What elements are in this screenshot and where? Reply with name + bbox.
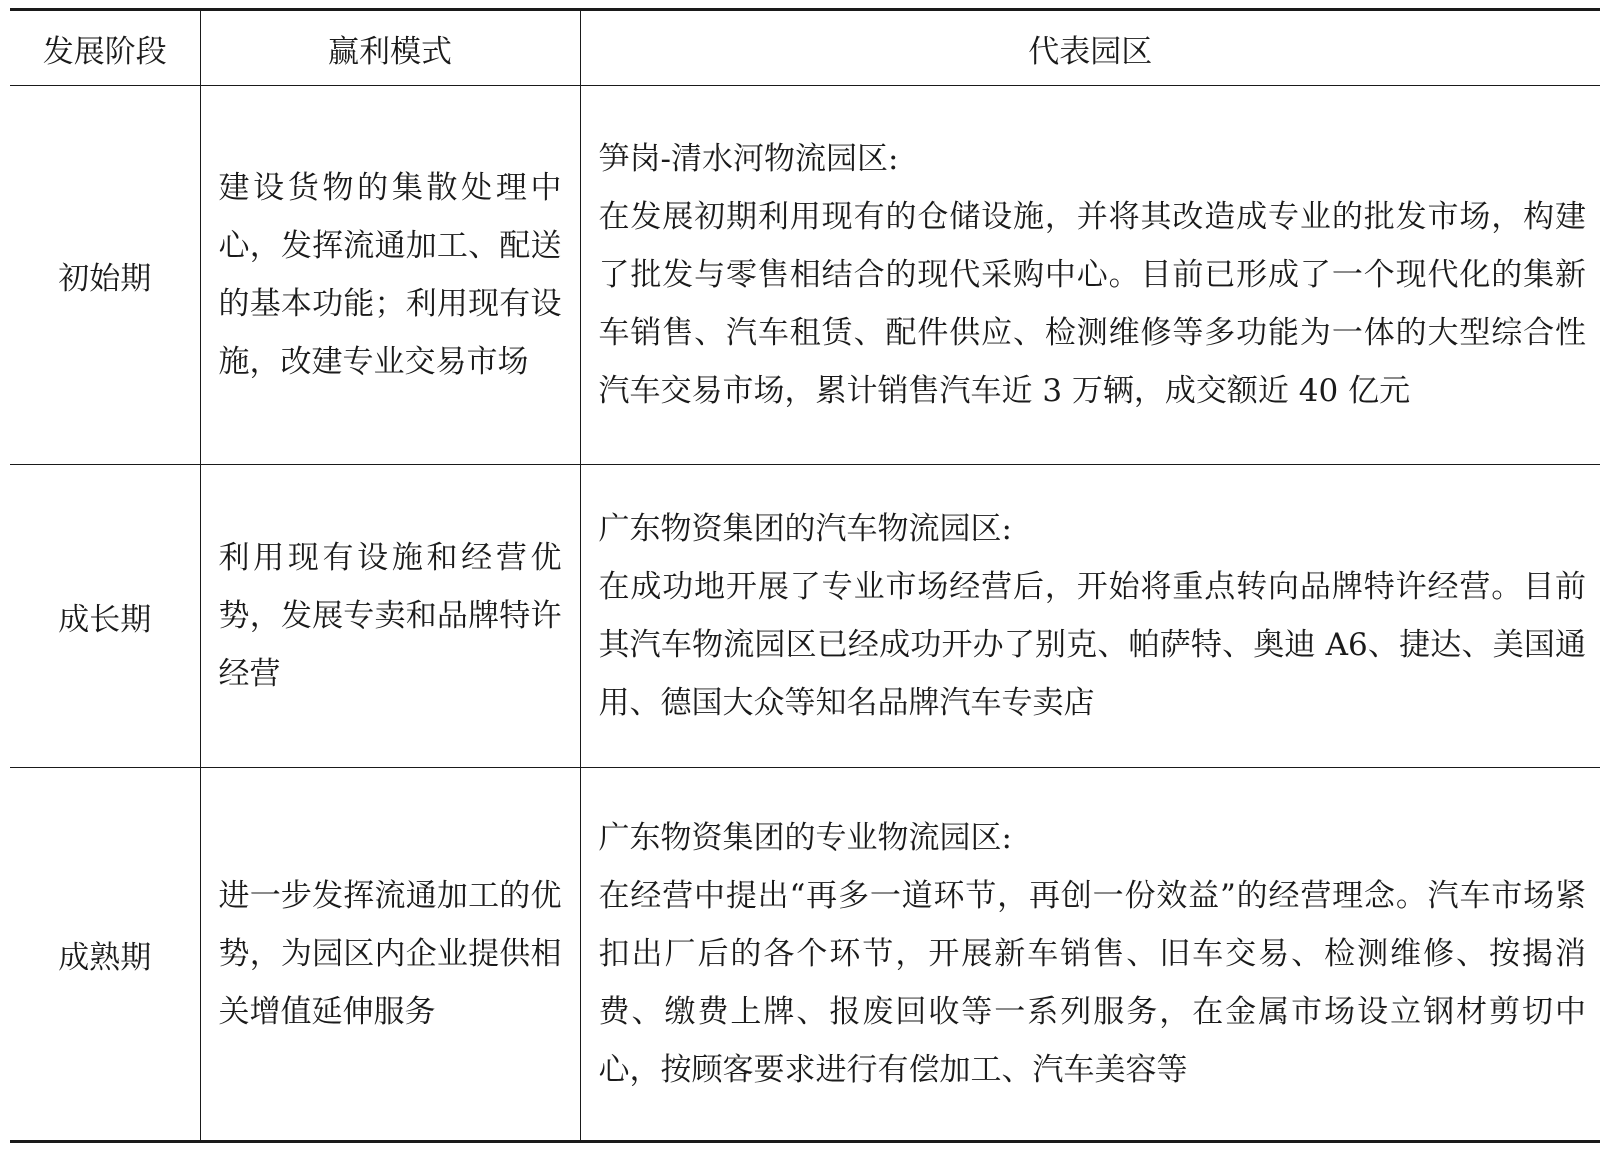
parks-cell	[580, 86, 1600, 465]
header-model: 赢利模式	[200, 10, 580, 86]
logistics-park-table	[10, 8, 1600, 1143]
stage-cell: 成熟期	[10, 768, 200, 1142]
table-row	[10, 465, 1600, 768]
park-title: 广东物资集团的汽车物流园区:	[598, 511, 1012, 547]
parks-cell	[580, 768, 1600, 1142]
model-cell: 利用现有设施和经营优势，发展专卖和品牌特许经营	[200, 465, 580, 768]
header-row	[10, 10, 1600, 86]
parks-cell	[580, 465, 1600, 768]
model-cell: 建设货物的集散处理中心，发挥流通加工、配送的基本功能；利用现有设施，改建专业交易市场	[200, 86, 580, 465]
park-description: 在经营中提出“再多一道环节，再创一份效益”的经营理念。汽车市场紧扣出厂后的各个环节，开展新车销售、旧车交易、检测维修、按揭消费、缴费上牌、报废回收等一系列服务，在金属市场设立钢材剪切中心，按顾客要求进行有偿加工、汽车美容等	[598, 878, 1586, 1088]
table-row	[10, 86, 1600, 465]
stage-cell: 成长期	[10, 465, 200, 768]
park-description: 在发展初期利用现有的仓储设施，并将其改造成专业的批发市场，构建了批发与零售相结合的现代采购中心。目前已形成了一个现代化的集新车销售、汽车租赁、配件供应、检测维修等多功能为一体的大型综合性汽车交易市场，累计销售汽车近 3 万辆，成交额近 40 亿元	[598, 199, 1586, 409]
header-stage: 发展阶段	[10, 10, 200, 86]
table-row	[10, 768, 1600, 1142]
model-cell: 进一步发挥流通加工的优势，为园区内企业提供相关增值延伸服务	[200, 768, 580, 1142]
park-description: 在成功地开展了专业市场经营后，开始将重点转向品牌特许经营。目前其汽车物流园区已经成功开办了别克、帕萨特、奥迪 A6、捷达、美国通用、德国大众等知名品牌汽车专卖店	[598, 569, 1586, 721]
header-parks: 代表园区	[580, 10, 1600, 86]
stage-cell: 初始期	[10, 86, 200, 465]
document-table-container	[10, 8, 1600, 1143]
park-title: 笋岗-清水河物流园区:	[598, 141, 899, 177]
park-title: 广东物资集团的专业物流园区:	[598, 820, 1012, 856]
